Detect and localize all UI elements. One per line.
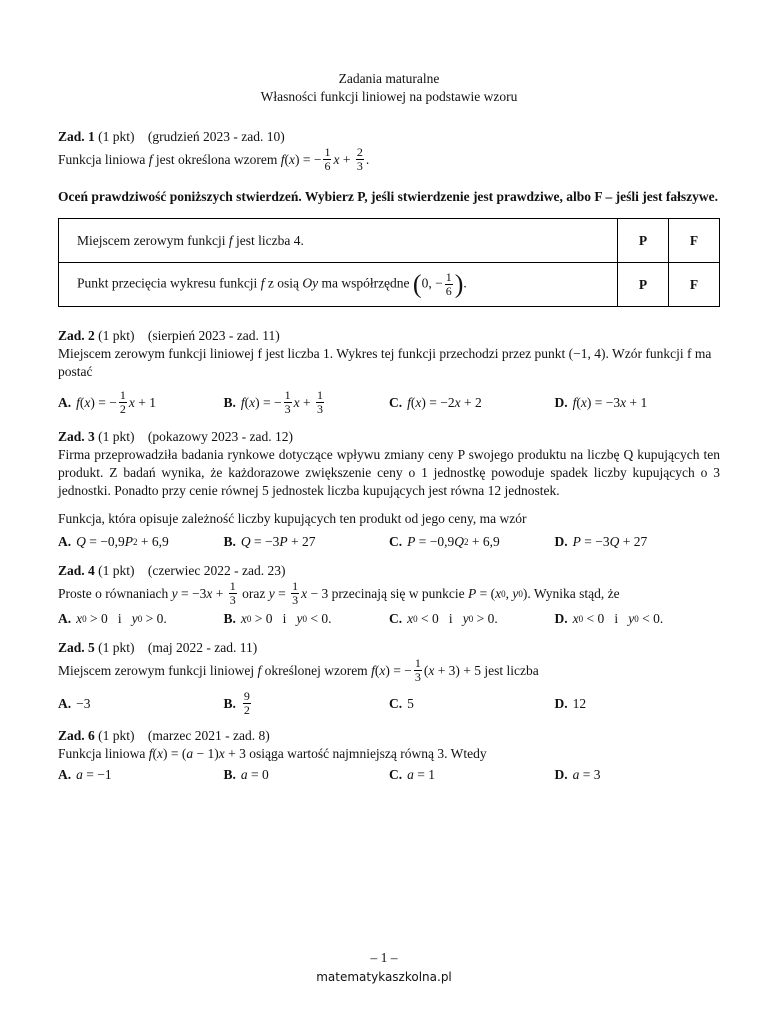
- task-points: (1 pkt): [98, 640, 135, 655]
- answer-b[interactable]: B. $\frac{9}{2}$: [223, 689, 250, 717]
- answer-b[interactable]: B. a = 0: [223, 767, 269, 782]
- answer-d[interactable]: D. P = −3 Q + 27: [554, 534, 648, 549]
- task-6: [58, 727, 720, 783]
- answer-c[interactable]: C. 5: [389, 695, 414, 711]
- page-title: Zadania maturalne: [338, 71, 440, 86]
- true-false-table: [58, 218, 720, 307]
- task-label: Zad. 4: [58, 563, 95, 578]
- task-instruction: Oceń prawdziwość poniższych stwierdzeń. Wybierz P, jeśli stwierdzenie jest prawdziwe, albo F – jeśli jest fałszywe.: [58, 189, 719, 204]
- answer-d[interactable]: D. 12: [554, 695, 587, 711]
- answer-options: [58, 767, 720, 783]
- answer-d[interactable]: D. a = 3: [554, 767, 601, 782]
- task-points: (1 pkt): [98, 728, 135, 743]
- task-label: Zad. 5: [58, 640, 95, 655]
- task-heading: [58, 128, 720, 146]
- task-3: [58, 428, 720, 550]
- task-source: (grudzień 2023 - zad. 10): [147, 129, 285, 144]
- task-points: (1 pkt): [98, 328, 135, 343]
- task-text: Miejscem zerowym funkcji liniowej f jest liczba 1. Wykres tej funkcji przechodzi przez punkt (−1, 4). Wzór funkcji f ma postać: [58, 346, 712, 379]
- task-heading: [58, 327, 720, 345]
- task-source: (marzec 2021 - zad. 8): [147, 728, 270, 743]
- task-text: Miejscem zerowym funkcji liniowej f określonej wzorem f ( x ) = − $\frac{1}{3}$ ( x + 3) + 5 jest liczba: [58, 656, 539, 684]
- answer-b[interactable]: B. x 0 > 0 i y 0 < 0.: [223, 611, 332, 626]
- statement-cell: Punkt przecięcia wykresu funkcji f z osią Oy ma współrzędne (0, − $\frac{1}{6}$ ).: [59, 263, 618, 307]
- task-text: Funkcja liniowa f jest określona wzorem f ( x ) = − $\frac{1}{6}$ x + $\frac{2}{3}$ .: [58, 145, 370, 173]
- document-header: [58, 70, 720, 106]
- task-heading: [58, 562, 720, 580]
- task-source: (maj 2022 - zad. 11): [147, 640, 258, 655]
- task-4: [58, 562, 720, 627]
- answer-c[interactable]: C. P = −0,9 Q 2 + 6,9: [389, 534, 500, 549]
- task-label: Zad. 3: [58, 429, 95, 444]
- task-points: (1 pkt): [98, 429, 135, 444]
- answer-options: [58, 611, 720, 627]
- task-heading: [58, 727, 720, 745]
- task-heading: [58, 639, 720, 657]
- answer-b[interactable]: B. Q = −3 P + 27: [223, 534, 316, 549]
- answer-options: [58, 534, 720, 550]
- task-text: Funkcja liniowa f(x) = (a − 1)x + 3 osiąga wartość najmniejszą równą 3. Wtedy: [58, 746, 487, 761]
- task-label: Zad. 2: [58, 328, 95, 343]
- answer-a[interactable]: A. −3: [58, 695, 91, 711]
- task-source: (pokazowy 2023 - zad. 12): [147, 429, 293, 444]
- page-number: – 1 –: [370, 950, 398, 965]
- answer-d[interactable]: D. x 0 < 0 i y 0 < 0.: [554, 611, 664, 626]
- page-subtitle: Własności funkcji liniowej na podstawie wzoru: [260, 89, 518, 104]
- task-label: Zad. 1: [58, 129, 95, 144]
- answer-c[interactable]: C. f ( x ) = −2 x + 2: [389, 394, 482, 410]
- answer-c[interactable]: C. x 0 < 0 i y 0 > 0.: [389, 611, 498, 626]
- answer-a[interactable]: A. a = −1: [58, 767, 112, 782]
- false-option[interactable]: F: [669, 263, 720, 307]
- site-name[interactable]: matematykaszkolna.pl: [316, 970, 452, 984]
- table-row: [59, 263, 720, 307]
- answer-a[interactable]: A. Q = −0,9 P 2 + 6,9: [58, 534, 169, 549]
- answer-options: [58, 389, 720, 416]
- task-question: Funkcja, która opisuje zależność liczby kupujących ten produkt od jego ceny, ma wzór: [58, 511, 527, 526]
- answer-a[interactable]: A. f ( x ) = − $\frac{1}{2}$ x + 1: [58, 388, 156, 416]
- task-text: Firma przeprowadziła badania rynkowe dotyczące wpływu zmiany ceny P swojego produktu na liczbę Q kupujących ten produkt. Z badań wynika, że każdorazowe zwiększenie ceny o 1 jednostkę powoduje spadek liczby kupujących o 3 jednostki. Ponadto przy cenie równej 5 jednostek liczba kupujących jest równa 12 jednostek.: [58, 447, 720, 498]
- answer-a[interactable]: A. x 0 > 0 i y 0 > 0.: [58, 611, 167, 626]
- false-option[interactable]: F: [669, 219, 720, 263]
- statement-cell: Miejscem zerowym funkcji f jest liczba 4.: [59, 219, 618, 263]
- answer-b[interactable]: B. f ( x ) = − $\frac{1}{3}$ x + $\frac{1}{3}$: [223, 388, 324, 416]
- task-1: [58, 128, 720, 307]
- task-source: (sierpień 2023 - zad. 11): [147, 328, 280, 343]
- document-page: [58, 70, 720, 783]
- task-5: [58, 639, 720, 717]
- task-2: [58, 327, 720, 416]
- task-label: Zad. 6: [58, 728, 95, 743]
- task-points: (1 pkt): [98, 129, 135, 144]
- answer-options: [58, 690, 720, 717]
- task-points: (1 pkt): [98, 563, 135, 578]
- true-option[interactable]: P: [618, 219, 669, 263]
- task-text: Proste o równaniach y = −3 x + $\frac{1}{3}$ oraz y = $\frac{1}{3}$ x − 3 przecinają się w punkcie P = ( x 0 , y 0 ). Wynika stąd, że: [58, 579, 620, 607]
- answer-d[interactable]: D. f ( x ) = −3 x + 1: [554, 394, 648, 410]
- task-heading: [58, 428, 720, 446]
- answer-c[interactable]: C. a = 1: [389, 767, 435, 782]
- true-option[interactable]: P: [618, 263, 669, 307]
- table-row: [59, 219, 720, 263]
- task-source: (czerwiec 2022 - zad. 23): [147, 563, 286, 578]
